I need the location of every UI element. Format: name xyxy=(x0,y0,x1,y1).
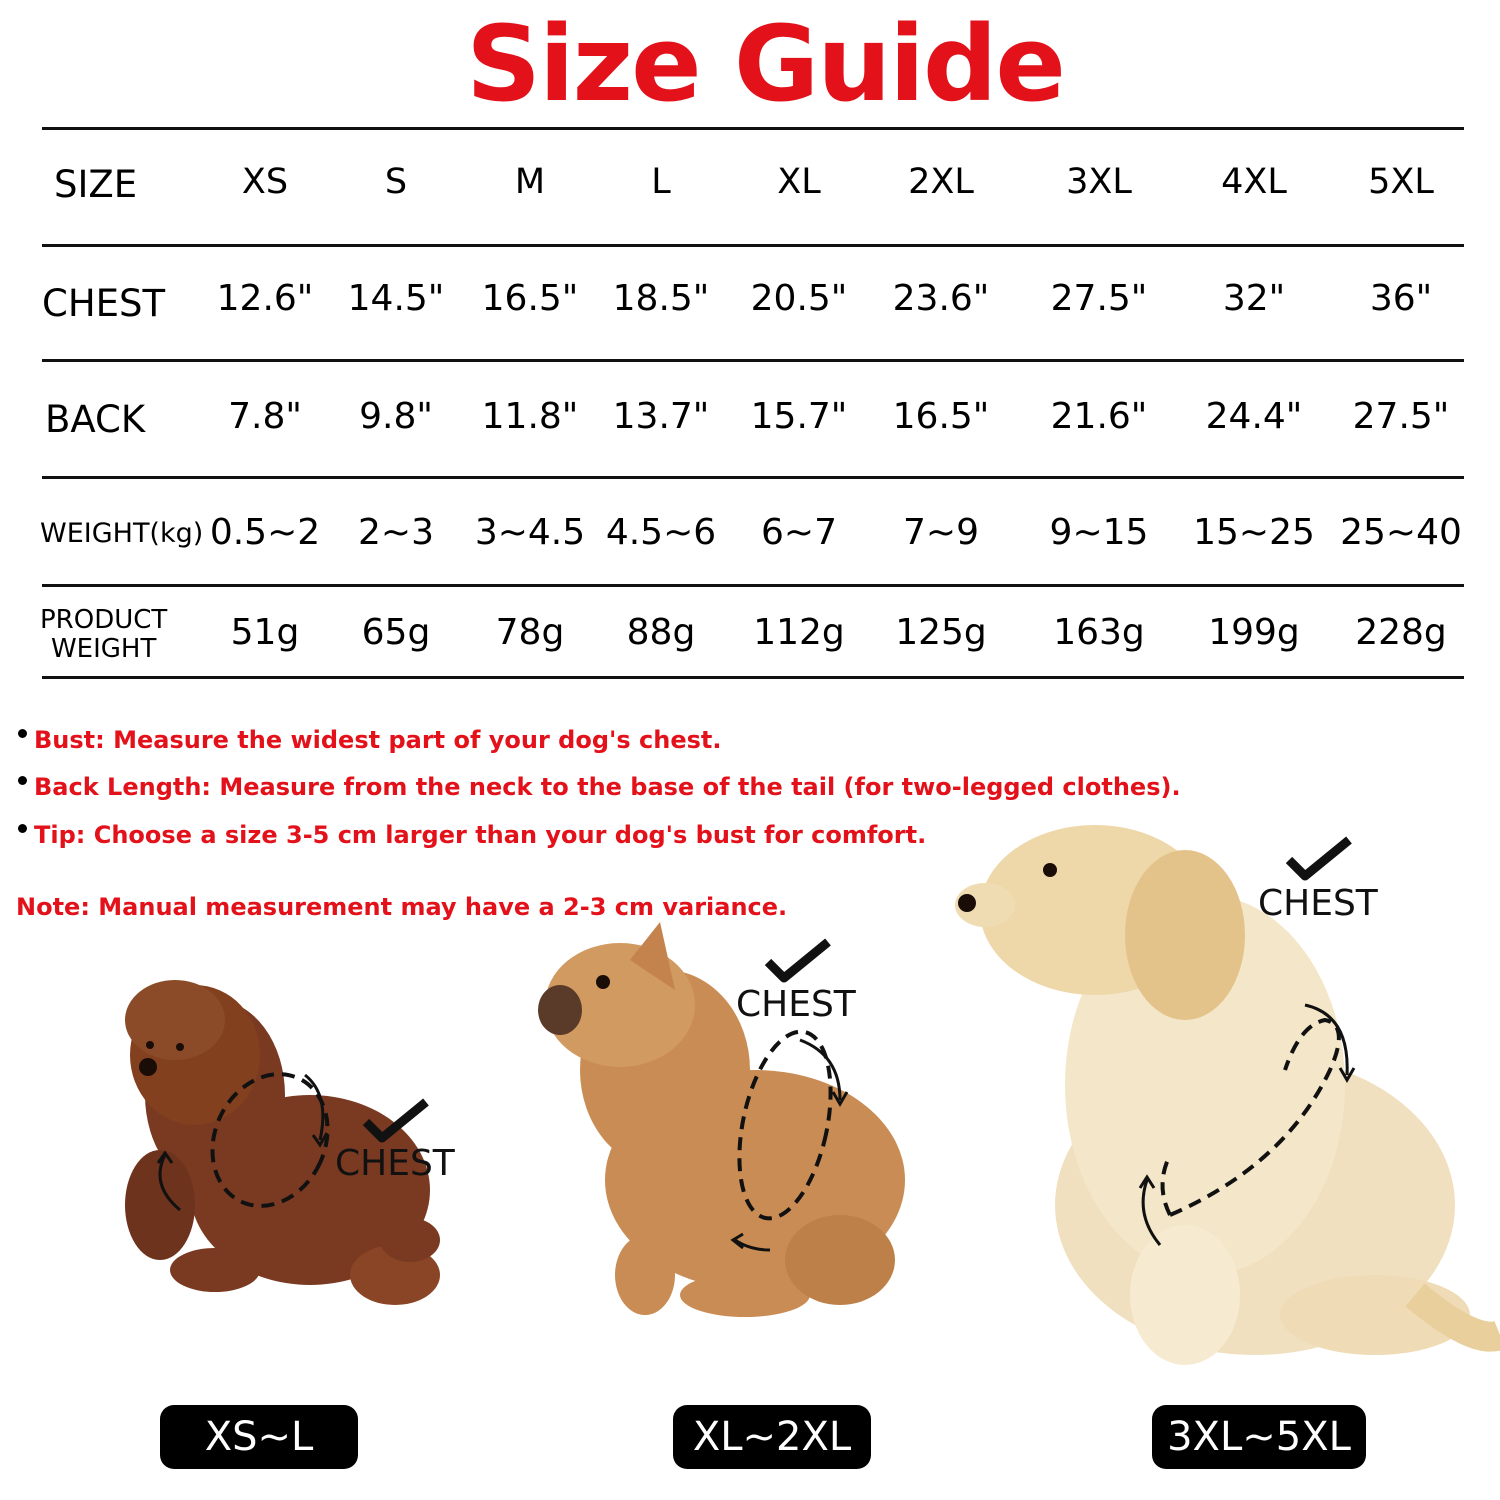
product-weight-cell: 65g xyxy=(361,612,431,653)
weight-cell: 3~4.5 xyxy=(474,512,586,553)
chest-label: CHEST xyxy=(736,984,856,1025)
table-rule xyxy=(42,584,1464,587)
chest-cell: 16.5" xyxy=(481,278,579,319)
size-header-cell: L xyxy=(651,162,671,202)
row-label-back: BACK xyxy=(45,398,146,441)
page-title: Size Guide xyxy=(466,3,1064,125)
back-cell: 15.7" xyxy=(750,396,848,437)
instruction-text: Bust: Measure the widest part of your dog's chest. xyxy=(34,726,722,754)
product-weight-cell: 78g xyxy=(495,612,565,653)
back-cell: 27.5" xyxy=(1352,396,1450,437)
checkmark-icon xyxy=(362,1098,432,1144)
back-cell: 24.4" xyxy=(1205,396,1303,437)
weight-cell: 9~15 xyxy=(1049,512,1149,553)
chest-cell: 12.6" xyxy=(216,278,314,319)
instruction-text: Back Length: Measure from the neck to the base of the tail (for two-legged clothes). xyxy=(34,773,1181,801)
weight-cell: 0.5~2 xyxy=(209,512,321,553)
weight-cell: 25~40 xyxy=(1340,512,1462,553)
golden-retriever-image xyxy=(955,825,1500,1370)
size-header-cell: S xyxy=(384,162,408,202)
bullet-dot-icon xyxy=(18,824,27,833)
row-label-product-weight-line2: WEIGHT xyxy=(50,634,157,664)
back-cell: 9.8" xyxy=(359,396,433,437)
table-rule xyxy=(42,359,1464,362)
chest-cell: 14.5" xyxy=(347,278,445,319)
bullet-dot-icon xyxy=(18,729,27,738)
size-header-cell: 3XL xyxy=(1066,162,1132,202)
table-rule xyxy=(42,476,1464,479)
size-header-cell: XL xyxy=(777,162,821,202)
product-weight-cell: 228g xyxy=(1355,612,1447,653)
weight-cell: 6~7 xyxy=(761,512,837,553)
size-header-cell: 4XL xyxy=(1221,162,1287,202)
instruction-item xyxy=(18,821,926,849)
french-bulldog-image xyxy=(535,920,920,1325)
chest-label: CHEST xyxy=(1258,883,1378,924)
chest-label: CHEST xyxy=(335,1143,455,1184)
size-range-badge: XL~2XL xyxy=(673,1405,871,1469)
row-label-weight: WEIGHT(kg) xyxy=(40,518,204,549)
table-rule xyxy=(42,127,1464,130)
chest-cell: 36" xyxy=(1369,278,1433,319)
size-range-badge: 3XL~5XL xyxy=(1152,1405,1366,1469)
chest-cell: 18.5" xyxy=(612,278,710,319)
instruction-text: Tip: Choose a size 3-5 cm larger than your dog's bust for comfort. xyxy=(34,821,927,849)
chest-cell: 20.5" xyxy=(750,278,848,319)
back-cell: 7.8" xyxy=(228,396,302,437)
instruction-item xyxy=(18,726,721,754)
instruction-item xyxy=(18,773,1181,801)
row-label-product-weight xyxy=(40,606,167,664)
bullet-dot-icon xyxy=(18,776,27,785)
back-cell: 11.8" xyxy=(481,396,579,437)
size-header-cell: M xyxy=(514,162,546,202)
size-range-badge: XS~L xyxy=(160,1405,358,1469)
table-rule xyxy=(42,676,1464,679)
table-rule xyxy=(42,244,1464,247)
note-text: Note: Manual measurement may have a 2-3 cm variance. xyxy=(16,893,788,921)
row-label-chest: CHEST xyxy=(42,282,166,325)
weight-cell: 15~25 xyxy=(1193,512,1315,553)
product-weight-cell: 112g xyxy=(753,612,845,653)
chest-cell: 27.5" xyxy=(1050,278,1148,319)
row-label-product-weight-line1: PRODUCT xyxy=(40,605,168,635)
chest-cell: 23.6" xyxy=(892,278,990,319)
weight-cell: 2~3 xyxy=(358,512,434,553)
back-cell: 13.7" xyxy=(612,396,710,437)
size-header-cell: 5XL xyxy=(1368,162,1434,202)
size-header-cell: XS xyxy=(241,162,289,202)
chest-cell: 32" xyxy=(1222,278,1286,319)
back-cell: 16.5" xyxy=(892,396,990,437)
product-weight-cell: 125g xyxy=(895,612,987,653)
product-weight-cell: 199g xyxy=(1208,612,1300,653)
weight-cell: 4.5~6 xyxy=(605,512,717,553)
row-label-size: SIZE xyxy=(54,163,138,206)
back-cell: 21.6" xyxy=(1050,396,1148,437)
checkmark-icon xyxy=(1285,836,1355,882)
product-weight-cell: 88g xyxy=(626,612,696,653)
product-weight-cell: 51g xyxy=(230,612,300,653)
product-weight-cell: 163g xyxy=(1053,612,1145,653)
checkmark-icon xyxy=(764,938,834,984)
size-header-cell: 2XL xyxy=(908,162,974,202)
weight-cell: 7~9 xyxy=(903,512,979,553)
